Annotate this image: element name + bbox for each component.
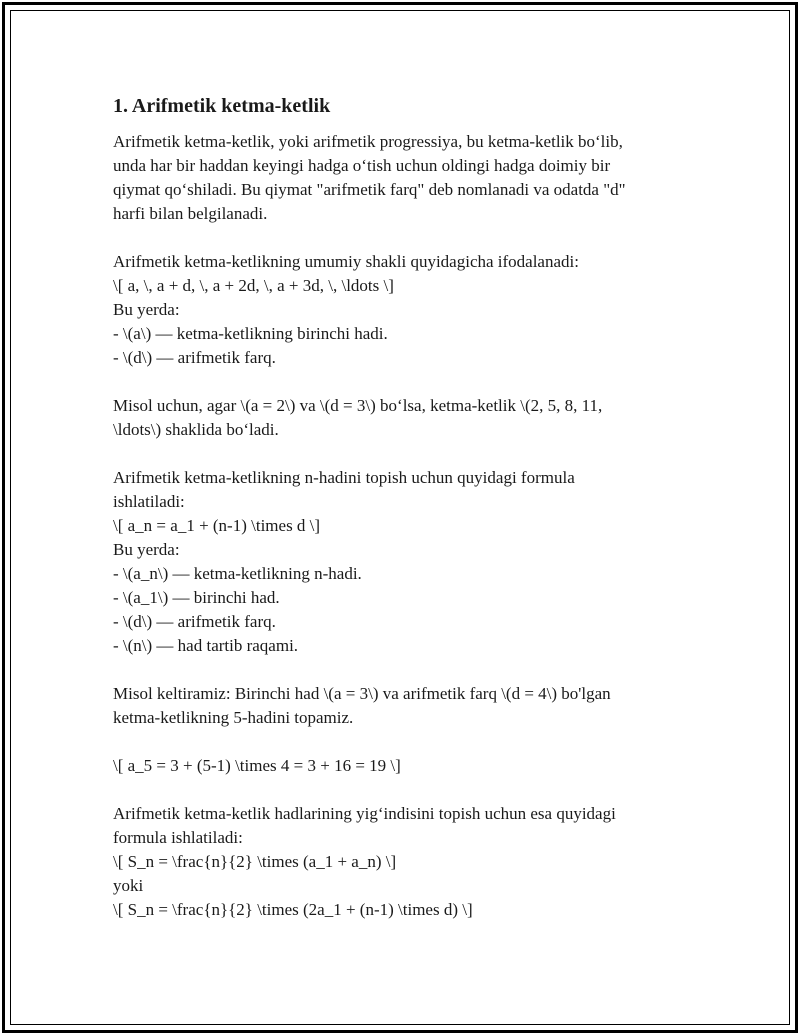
list-item: - \(a_1\) — birinchi had. (113, 588, 280, 607)
text-line: Arifmetik ketma-ketlik hadlarining yig‘indisini topish uchun esa quyidagi (113, 804, 616, 823)
text-line: Misol uchun, agar \(a = 2\) va \(d = 3\) bo‘lsa, ketma-ketlik \(2, 5, 8, 11, (113, 396, 603, 415)
text-line: unda har bir haddan keyingi hadga o‘tish uchun oldingi hadga doimiy bir (113, 156, 611, 175)
text-line: harfi bilan belgilanadi. (113, 204, 268, 223)
paragraph-fifth-term-formula (113, 754, 693, 778)
formula-line: \[ a_5 = 3 + (5-1) \times 4 = 3 + 16 = 19 \] (113, 756, 401, 775)
list-item: - \(d\) — arifmetik farq. (113, 612, 276, 631)
paragraph-example-sequence (113, 394, 693, 442)
section-title: 1. Arifmetik ketma-ketlik (113, 95, 331, 117)
text-line: yoki (113, 876, 144, 895)
paragraph-sum-formula (113, 802, 693, 922)
paragraph-example-fifth-term (113, 682, 693, 730)
list-item: - \(a_n\) — ketma-ketlikning n-hadi. (113, 564, 362, 583)
text-line: ishlatiladi: (113, 492, 185, 511)
text-line: Arifmetik ketma-ketlikning n-hadini topish uchun quyidagi formula (113, 468, 575, 487)
paragraph-definition (113, 130, 693, 226)
text-line: ketma-ketlikning 5-hadini topamiz. (113, 708, 354, 727)
paragraph-general-form (113, 250, 693, 370)
list-item: - \(a\) — ketma-ketlikning birinchi hadi. (113, 324, 388, 343)
text-line: Arifmetik ketma-ketlik, yoki arifmetik progressiya, bu ketma-ketlik bo‘lib, (113, 132, 623, 151)
text-line: Misol keltiramiz: Birinchi had \(a = 3\) va arifmetik farq \(d = 4\) bo'lgan (113, 684, 611, 703)
list-item: - \(d\) — arifmetik farq. (113, 348, 276, 367)
text-line: Bu yerda: (113, 300, 180, 319)
formula-line: \[ S_n = \frac{n}{2} \times (2a_1 + (n-1) \times d) \] (113, 900, 473, 919)
text-line: qiymat qo‘shiladi. Bu qiymat "arifmetik farq" deb nomlanadi va odatda "d" (113, 180, 626, 199)
paragraph-nth-term (113, 466, 693, 658)
text-line: formula ishlatiladi: (113, 828, 243, 847)
text-line: Arifmetik ketma-ketlikning umumiy shakli quyidagicha ifodalanadi: (113, 252, 579, 271)
formula-line: \[ S_n = \frac{n}{2} \times (a_1 + a_n) \] (113, 852, 397, 871)
text-line: \ldots\) shaklida bo‘ladi. (113, 420, 279, 439)
list-item: - \(n\) — had tartib raqami. (113, 636, 299, 655)
formula-line: \[ a_n = a_1 + (n-1) \times d \] (113, 516, 321, 535)
text-line: Bu yerda: (113, 540, 180, 559)
formula-line: \[ a, \, a + d, \, a + 2d, \, a + 3d, \, \ldots \] (113, 276, 394, 295)
document-body (113, 92, 693, 922)
